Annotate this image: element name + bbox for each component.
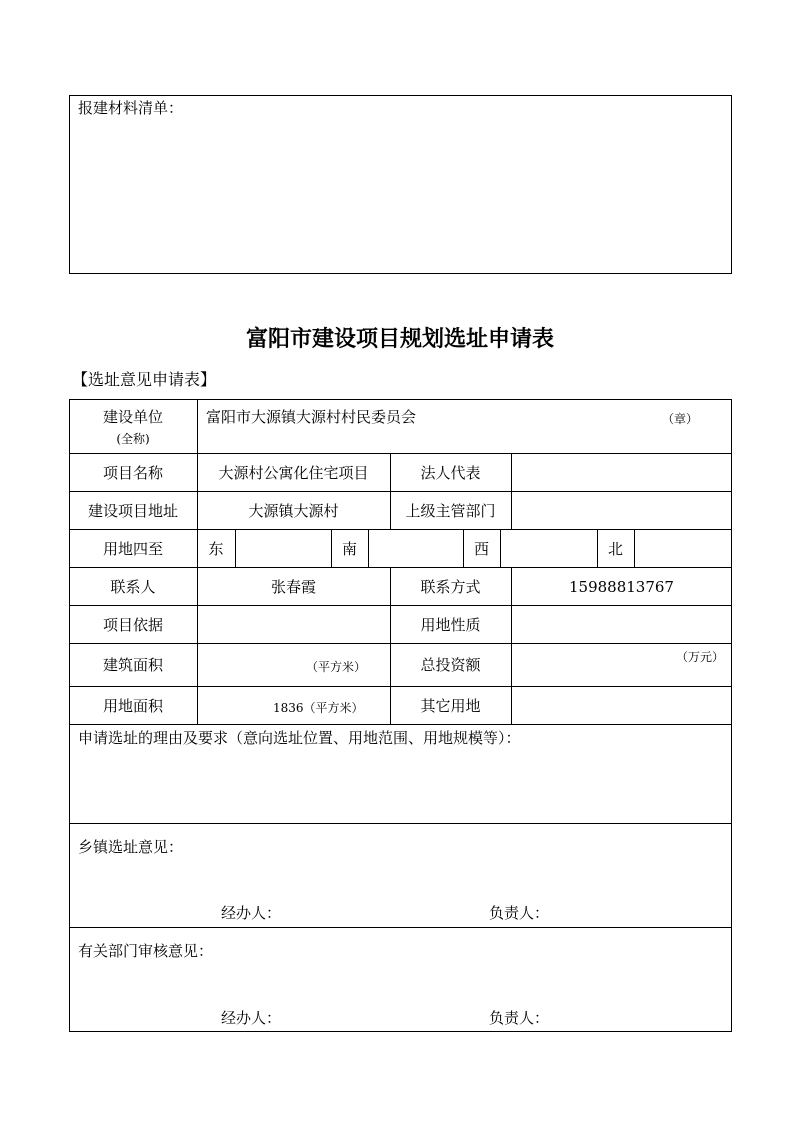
unit-label-sub: (全称) (116, 432, 150, 446)
form-subtitle: 【选址意见申请表】 (72, 370, 217, 389)
materials-list-label: 报建材料清单： (78, 99, 184, 117)
boundary-label: 用地四至 (102, 540, 163, 558)
floor-area-label: 建筑面积 (102, 656, 163, 674)
application-form (69, 399, 732, 1032)
unit-value[interactable]: 富阳市大源镇大源村村民委员会 (206, 408, 417, 426)
town-handler-label: 经办人： (221, 904, 282, 922)
project-name-label: 项目名称 (102, 464, 163, 482)
contact-method-label: 联系方式 (420, 578, 481, 596)
land-nature-label: 用地性质 (420, 616, 481, 634)
dept-responsible-label: 负责人： (489, 1009, 550, 1027)
floor-area-unit: （平方米） (306, 660, 367, 674)
unit-label: 建设单位 (102, 408, 163, 426)
address-value[interactable]: 大源镇大源村 (248, 502, 339, 520)
basis-label: 项目依据 (102, 616, 163, 634)
dept-opinion-label: 有关部门审核意见： (78, 942, 214, 960)
boundary-east-label: 东 (208, 540, 224, 558)
legal-rep-label: 法人代表 (420, 464, 481, 482)
contact-value[interactable]: 张春霞 (270, 578, 316, 596)
seal-mark: （章） (662, 412, 699, 426)
investment-label: 总投资额 (420, 656, 481, 674)
town-opinion-label: 乡镇选址意见： (78, 838, 184, 856)
boundary-north-label: 北 (607, 540, 623, 558)
dept-handler-label: 经办人： (221, 1009, 282, 1027)
materials-list-box (69, 95, 732, 274)
project-name-value[interactable]: 大源村公寓化住宅项目 (218, 464, 369, 482)
boundary-south-label: 南 (341, 540, 357, 558)
page-title: 富阳市建设项目规划选址申请表 (245, 326, 554, 352)
address-label: 建设项目地址 (87, 502, 178, 520)
land-area-value[interactable]: 1836（平方米） (273, 701, 364, 715)
town-responsible-label: 负责人： (489, 904, 550, 922)
land-area-label: 用地面积 (102, 697, 163, 715)
other-land-label: 其它用地 (420, 697, 481, 715)
contact-label: 联系人 (110, 578, 156, 596)
superior-label: 上级主管部门 (405, 502, 496, 520)
reason-label: 申请选址的理由及要求（意向选址位置、用地范围、用地规模等）： (78, 729, 521, 747)
investment-unit: （万元） (676, 650, 725, 664)
boundary-west-label: 西 (473, 540, 489, 558)
contact-method-value[interactable]: 15988813767 (569, 578, 674, 596)
